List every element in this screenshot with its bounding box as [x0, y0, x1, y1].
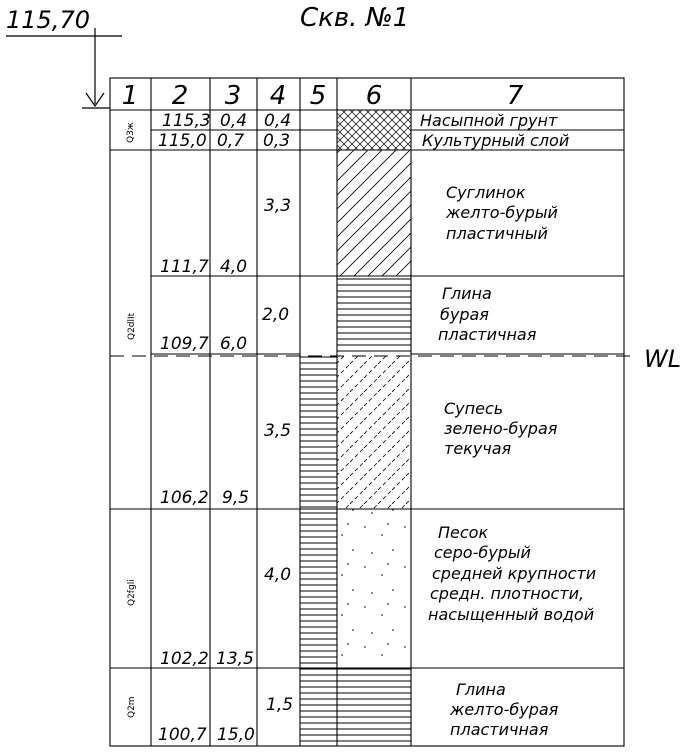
svg-text:0,3: 0,3 [263, 131, 291, 151]
svg-text:13,5: 13,5 [216, 649, 254, 669]
age-label-q2fgli: Q2fgli [127, 579, 137, 606]
svg-text:4,0: 4,0 [264, 565, 292, 585]
svg-text:111,7: 111,7 [160, 257, 209, 277]
svg-text:Насыпной грунт: Насыпной грунт [420, 111, 558, 130]
svg-text:6,0: 6,0 [220, 334, 248, 354]
col-header-3: 3 [224, 81, 242, 111]
svg-text:Песок: Песок [438, 523, 489, 542]
svg-text:желто-бурый: желто-бурый [446, 203, 558, 222]
age-label-q3: Q3ж [126, 122, 136, 143]
svg-text:средней крупности: средней крупности [432, 564, 597, 583]
pattern-loam [337, 150, 411, 276]
svg-text:пластичный: пластичный [446, 224, 548, 243]
col-header-6: 6 [365, 81, 383, 111]
svg-text:средн. плотности,: средн. плотности, [430, 584, 585, 603]
borehole-title: Скв. №1 [300, 3, 410, 33]
svg-text:серо-бурый: серо-бурый [434, 543, 531, 562]
col-header-4: 4 [269, 81, 287, 111]
svg-text:Глина: Глина [456, 680, 506, 699]
svg-text:Суглинок: Суглинок [446, 183, 526, 202]
svg-text:текучая: текучая [444, 439, 512, 458]
svg-text:102,2: 102,2 [160, 649, 209, 669]
svg-text:2,0: 2,0 [262, 305, 290, 325]
svg-text:100,7: 100,7 [158, 725, 207, 745]
svg-text:бурая: бурая [440, 305, 489, 324]
svg-text:пластичная: пластичная [450, 720, 549, 739]
svg-text:115,3: 115,3 [162, 111, 211, 131]
surface-elevation: 115,70 [6, 6, 90, 34]
svg-text:109,7: 109,7 [160, 334, 209, 354]
age-label-q2m: Q2m [127, 696, 137, 718]
svg-text:0,4: 0,4 [220, 111, 248, 131]
pattern-clay-2 [337, 668, 411, 746]
pattern-sand [337, 509, 411, 668]
svg-text:3,3: 3,3 [264, 196, 292, 216]
svg-text:106,2: 106,2 [160, 488, 209, 508]
svg-text:зелено-бурая: зелено-бурая [444, 419, 558, 438]
svg-text:пластичная: пластичная [438, 325, 537, 344]
svg-text:15,0: 15,0 [217, 725, 255, 745]
svg-text:0,7: 0,7 [217, 131, 245, 151]
column-headers [122, 81, 524, 111]
svg-text:4,0: 4,0 [220, 257, 248, 277]
svg-text:0,4: 0,4 [264, 111, 292, 131]
pattern-clay [337, 276, 411, 354]
water-level-label: WL [644, 345, 682, 373]
col-header-7: 7 [506, 81, 524, 111]
col-header-2: 2 [171, 81, 189, 111]
col-header-5: 5 [309, 81, 327, 111]
svg-text:115,0: 115,0 [158, 131, 207, 151]
pattern-sandy-loam [337, 354, 411, 509]
col-header-1: 1 [121, 81, 139, 111]
age-label-q2dlit: Q2dlIt [127, 312, 137, 340]
pattern-fill-soil [337, 110, 411, 150]
pattern-water [300, 354, 337, 746]
svg-text:3,5: 3,5 [264, 421, 292, 441]
svg-text:Культурный слой: Культурный слой [422, 131, 570, 150]
svg-text:желто-бурая: желто-бурая [450, 700, 559, 719]
svg-text:насыщенный водой: насыщенный водой [428, 605, 595, 624]
svg-text:Супесь: Супесь [444, 399, 504, 418]
svg-text:1,5: 1,5 [266, 695, 294, 715]
svg-text:9,5: 9,5 [222, 488, 250, 508]
svg-text:Глина: Глина [442, 284, 492, 303]
